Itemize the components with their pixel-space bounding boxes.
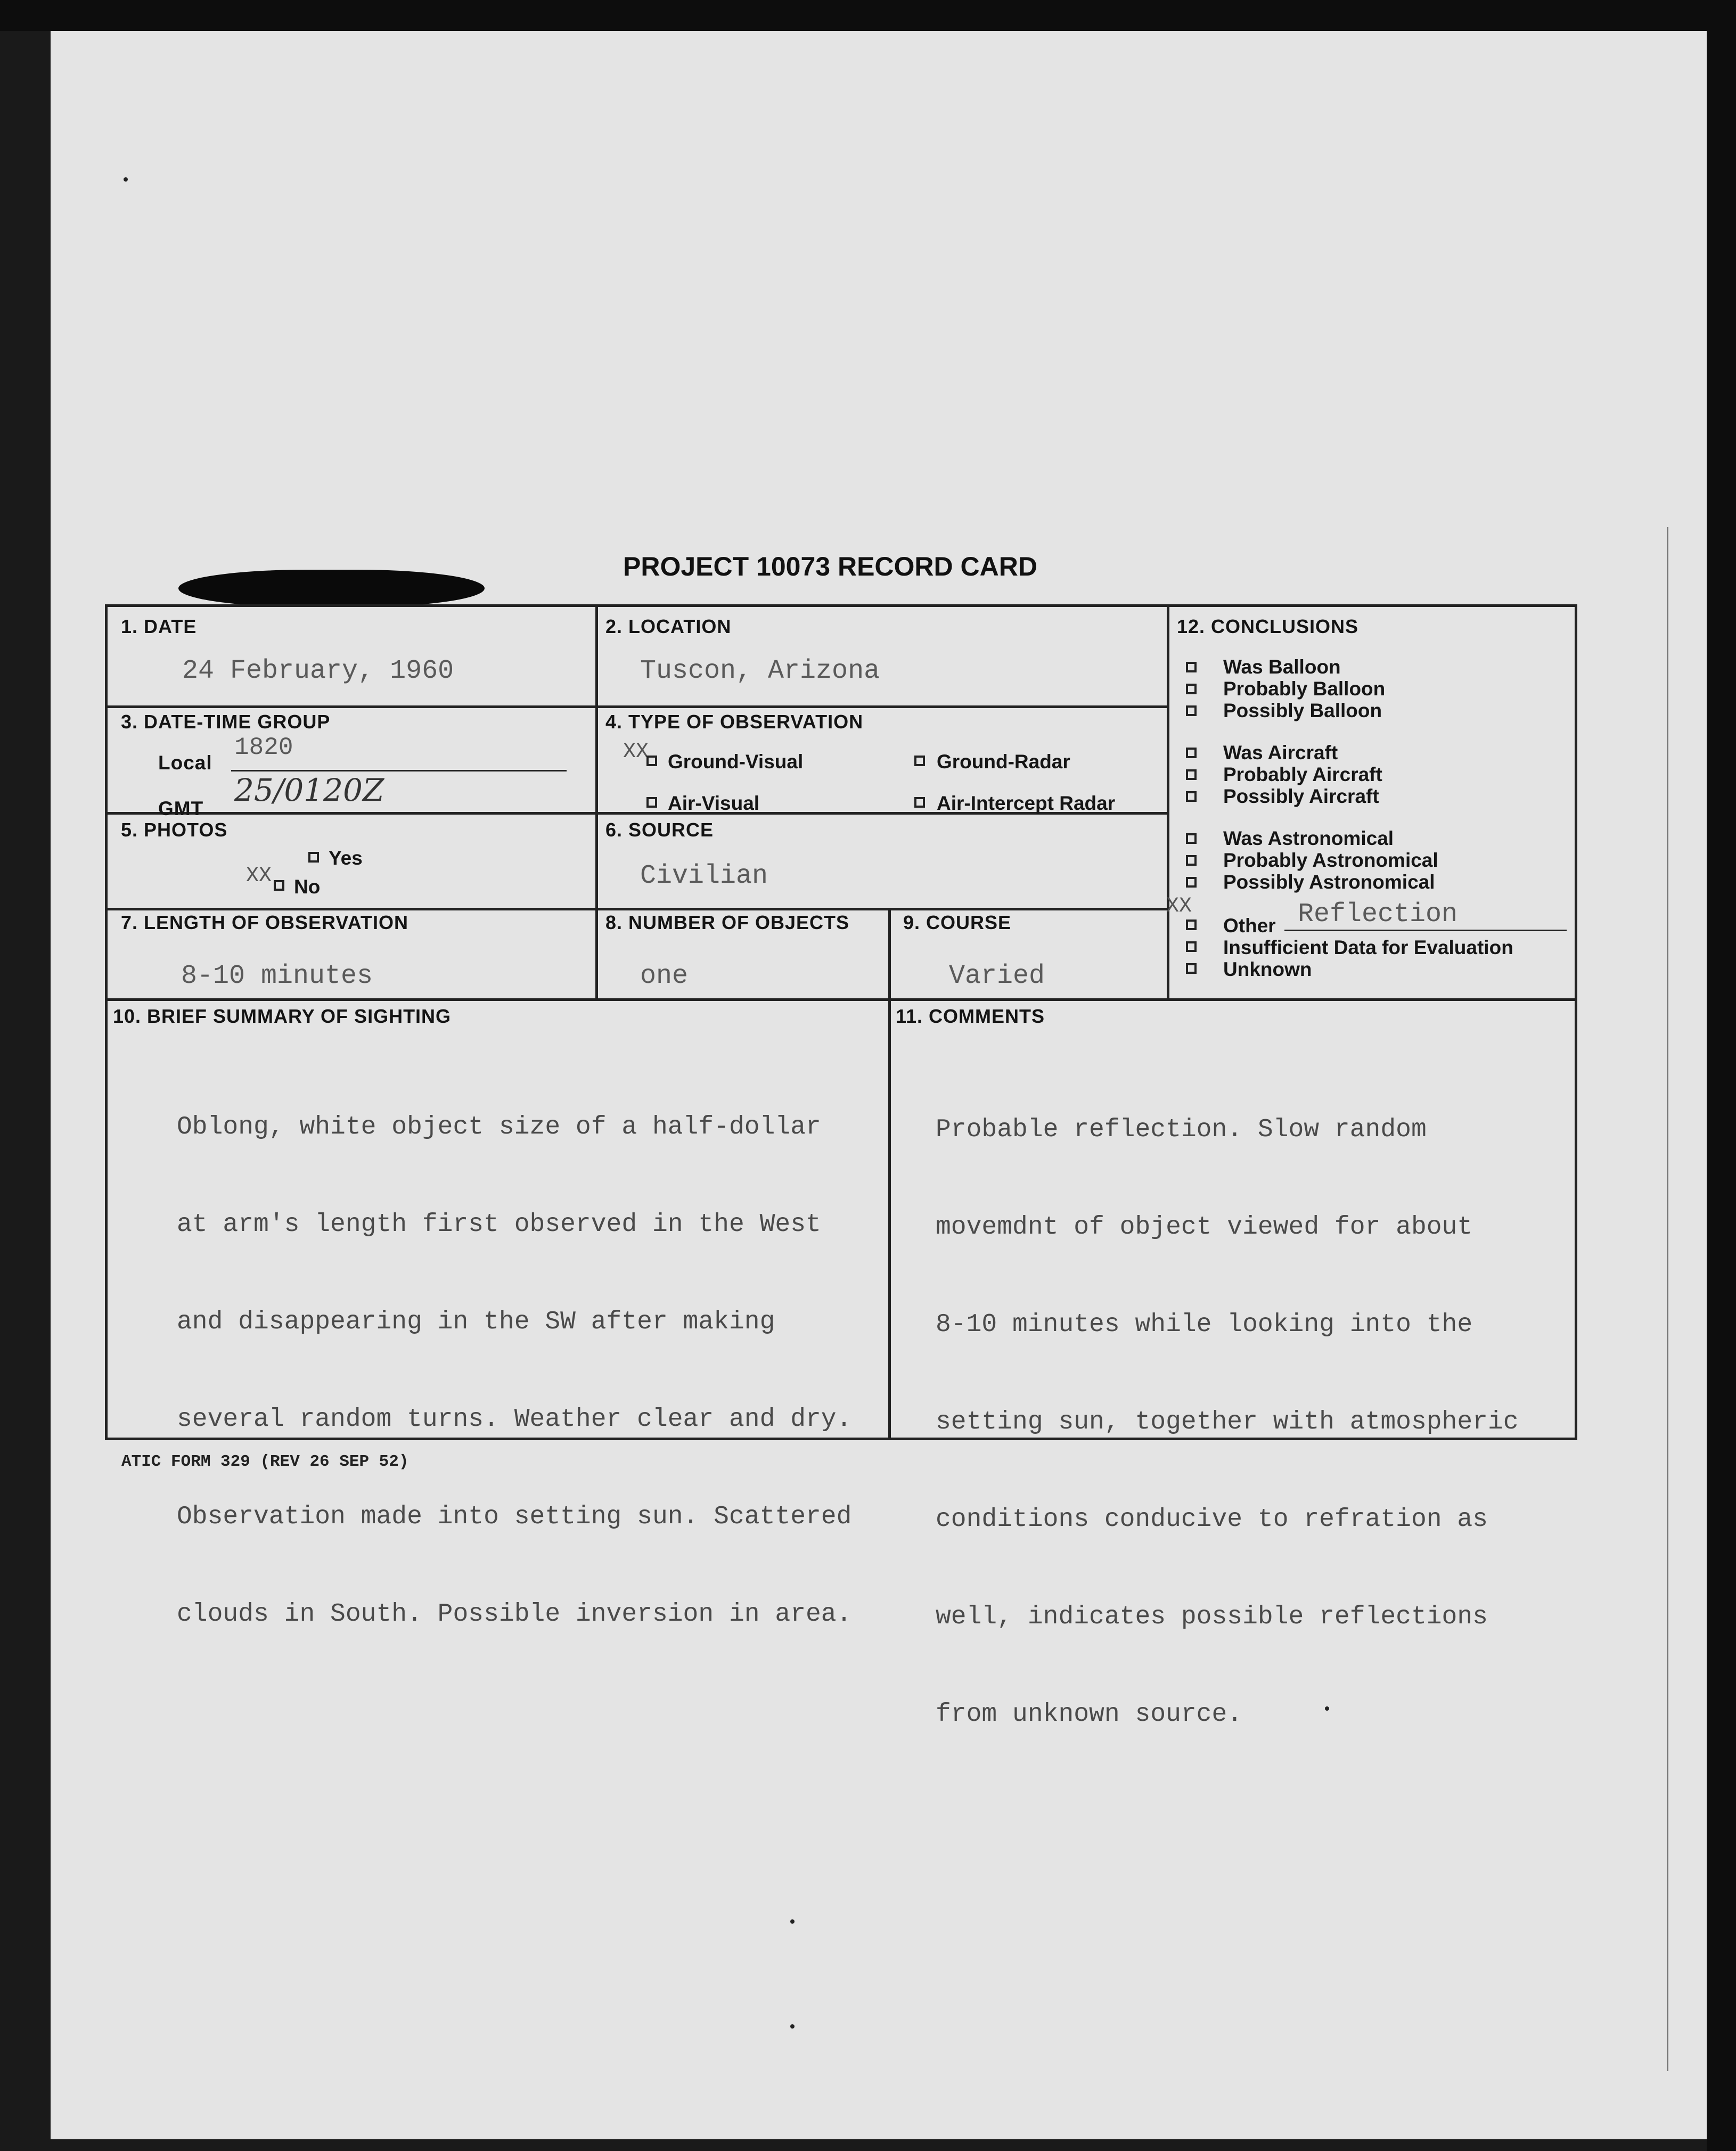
date-label: 1. DATE: [121, 615, 197, 637]
checked-mark: XX: [246, 864, 272, 888]
checkbox-icon: [1186, 877, 1197, 888]
scan-border-right: [1707, 0, 1736, 2151]
summary-line: and disappearing in the SW after making: [177, 1308, 775, 1336]
checkbox-icon: [1186, 662, 1197, 672]
date-value: 24 February, 1960: [182, 656, 454, 686]
checkbox-icon: [1186, 769, 1197, 780]
checkbox-icon: [1186, 941, 1197, 952]
scan-speck: [790, 2024, 795, 2029]
conclusion-other-value: Reflection: [1298, 899, 1458, 930]
conclusion-probably-balloon: Probably Balloon: [1223, 678, 1386, 700]
course-value: Varied: [949, 961, 1045, 991]
checkbox-icon: [1186, 791, 1197, 802]
conclusion-possibly-astronomical: Possibly Astronomical: [1223, 871, 1435, 893]
grid-line: [108, 998, 1577, 1001]
conclusion-probably-aircraft: Probably Aircraft: [1223, 763, 1382, 785]
location-value: Tuscon, Arizona: [640, 656, 880, 686]
photos-label: 5. PHOTOS: [121, 819, 228, 841]
conclusion-was-aircraft: Was Aircraft: [1223, 742, 1338, 763]
gmt-value: 25/0120Z: [234, 772, 384, 808]
summary-line: several random turns. Weather clear and dry.: [177, 1405, 852, 1434]
card-title: PROJECT 10073 RECORD CARD: [623, 552, 1037, 581]
date-time-group-label: 3. DATE-TIME GROUP: [121, 711, 331, 733]
conclusion-possibly-aircraft: Possibly Aircraft: [1223, 785, 1379, 807]
checkbox-icon: [1186, 855, 1197, 866]
comment-line: setting sun, together with atmospheric: [936, 1408, 1519, 1436]
number-of-objects-label: 8. NUMBER OF OBJECTS: [605, 912, 850, 933]
local-time-underline: [231, 770, 567, 771]
comment-line: 8-10 minutes while looking into the: [936, 1310, 1473, 1339]
conclusion-insufficient-data: Insufficient Data for Evaluation: [1223, 937, 1513, 958]
checkbox-icon: [1186, 919, 1197, 930]
location-label: 2. LOCATION: [605, 615, 732, 637]
checkbox-icon: [274, 880, 284, 891]
option-ground-visual: Ground-Visual: [668, 751, 804, 773]
summary-text: [177, 1046, 851, 1696]
scan-speck: [790, 1919, 795, 1924]
conclusion-possibly-balloon: Possibly Balloon: [1223, 700, 1382, 721]
conclusion-was-balloon: Was Balloon: [1223, 656, 1341, 678]
grid-line: [888, 908, 891, 1440]
checkbox-icon: [914, 756, 925, 766]
summary-line: Oblong, white object size of a half-dollar: [177, 1113, 821, 1142]
redaction-mark: [178, 570, 485, 607]
comments-label: 11. COMMENTS: [896, 1005, 1045, 1027]
conclusion-other-label: Other: [1223, 915, 1276, 937]
checkbox-icon: [1186, 748, 1197, 758]
conclusion-probably-astronomical: Probably Astronomical: [1223, 849, 1438, 871]
grid-line: [108, 908, 1167, 910]
local-time-label: Local: [158, 752, 212, 774]
option-no: No: [294, 876, 321, 898]
option-air-visual: Air-Visual: [668, 792, 760, 814]
checkbox-icon: [1186, 833, 1197, 844]
summary-label: 10. BRIEF SUMMARY OF SIGHTING: [113, 1005, 452, 1027]
conclusion-was-astronomical: Was Astronomical: [1223, 827, 1394, 849]
comment-line: well, indicates possible reflections: [936, 1603, 1488, 1631]
checked-mark: XX: [1166, 894, 1192, 918]
checkbox-icon: [646, 797, 657, 808]
scan-speck: [124, 177, 128, 182]
option-ground-radar: Ground-Radar: [937, 751, 1070, 773]
comment-line: movemdnt of object viewed for about: [936, 1213, 1473, 1242]
source-label: 6. SOURCE: [605, 819, 714, 841]
gmt-label: GMT: [158, 798, 204, 819]
scan-border-top: [0, 0, 1736, 31]
checked-mark: XX: [623, 740, 649, 764]
number-of-objects-value: one: [640, 961, 689, 991]
checkbox-icon: [914, 797, 925, 808]
length-of-observation-value: 8-10 minutes: [181, 961, 373, 991]
checkbox-icon: [1186, 705, 1197, 716]
comments-text: [936, 1049, 1519, 1796]
form-number: ATIC FORM 329 (REV 26 SEP 52): [121, 1452, 409, 1471]
comment-line: from unknown source.: [936, 1700, 1243, 1729]
grid-line: [595, 607, 598, 998]
checkbox-icon: [1186, 684, 1197, 694]
summary-line: clouds in South. Possible inversion in area.: [177, 1600, 852, 1629]
checkbox-icon: [308, 852, 319, 863]
grid-line: [1167, 607, 1169, 998]
type-of-observation-label: 4. TYPE OF OBSERVATION: [605, 711, 864, 733]
checkbox-icon: [646, 756, 657, 766]
comment-line: conditions conducive to refration as: [936, 1505, 1488, 1534]
gmt-underline: [231, 812, 567, 814]
course-label: 9. COURSE: [903, 912, 1012, 933]
conclusion-unknown: Unknown: [1223, 958, 1312, 980]
conclusions-label: 12. CONCLUSIONS: [1177, 615, 1359, 637]
option-air-intercept-radar: Air-Intercept Radar: [937, 792, 1116, 814]
length-of-observation-label: 7. LENGTH OF OBSERVATION: [121, 912, 409, 933]
source-value: Civilian: [640, 861, 768, 891]
summary-line: at arm's length first observed in the West: [177, 1210, 821, 1239]
summary-line: Observation made into setting sun. Scattered: [177, 1503, 852, 1531]
other-underline: [1284, 930, 1567, 931]
local-time-value: 1820: [234, 734, 293, 761]
checkbox-icon: [1186, 963, 1197, 974]
grid-line: [108, 705, 1167, 708]
paper-edge-line: [1667, 527, 1668, 2071]
comment-line: Probable reflection. Slow random: [936, 1115, 1427, 1144]
option-yes: Yes: [329, 847, 363, 869]
